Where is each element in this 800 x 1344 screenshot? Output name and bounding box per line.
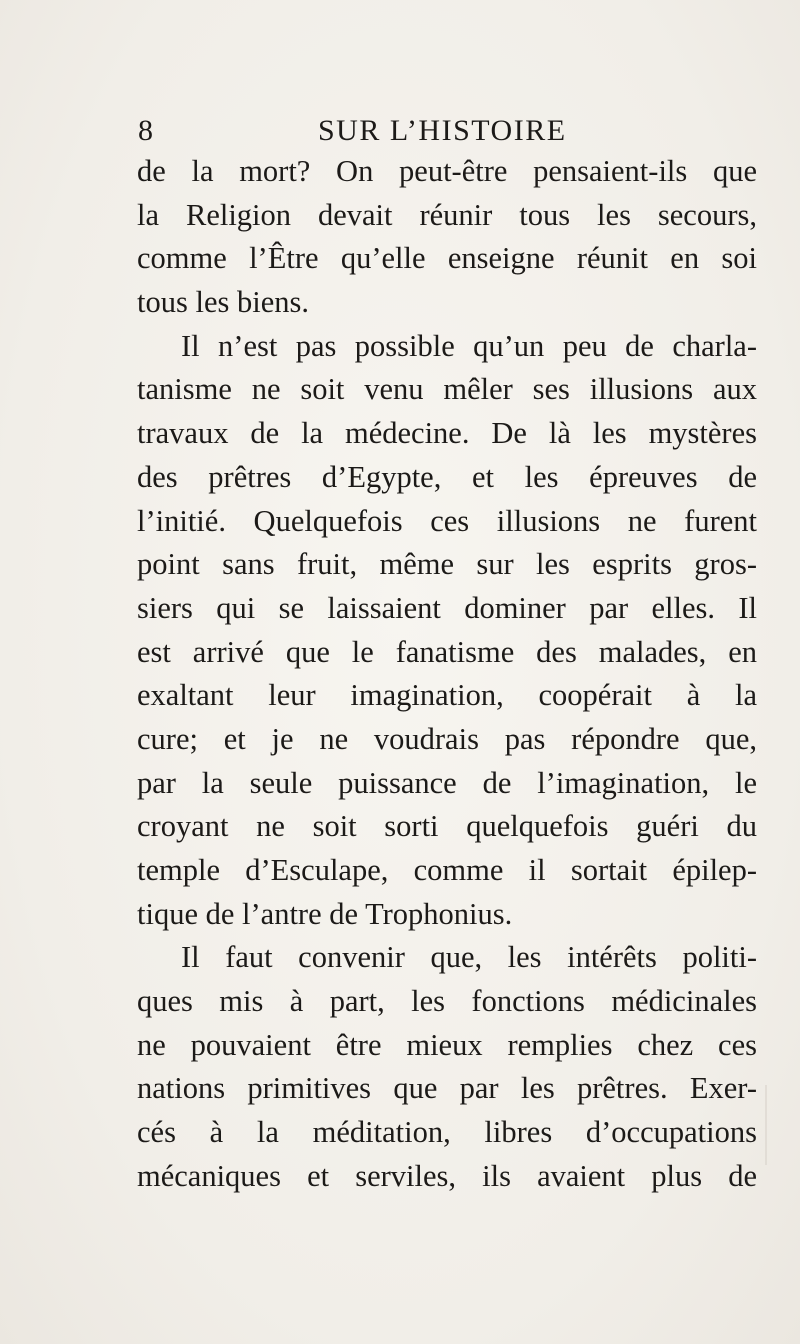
text-line: exaltant leur imagination, coopérait à la	[137, 678, 757, 713]
text-line: tanisme ne soit venu mêler ses illusions aux	[137, 372, 757, 407]
text-line: comme l’Être qu’elle enseigne réunit en soi	[137, 241, 757, 276]
text-line: tous les biens.	[137, 285, 309, 320]
page-number: 8	[138, 114, 154, 147]
text-line: point sans fruit, même sur les esprits gros-	[137, 547, 757, 582]
text-line: nations primitives que par les prêtres. Exer-	[137, 1071, 757, 1106]
text-line: Il faut convenir que, les intérêts politi-	[181, 940, 757, 975]
body-text	[137, 150, 757, 1199]
text-line: travaux de la médecine. De là les mystères	[137, 416, 757, 451]
text-line: mécaniques et serviles, ils avaient plus de	[137, 1158, 757, 1193]
text-line: est arrivé que le fanatisme des malades, en	[137, 634, 757, 669]
text-line: ne pouvaient être mieux remplies chez ces	[137, 1027, 757, 1062]
text-line: tique de l’antre de Trophonius.	[137, 896, 513, 931]
page-header	[138, 114, 750, 154]
text-line: la Religion devait réunir tous les secours,	[137, 197, 757, 232]
text-line: cés à la méditation, libres d’occupations	[137, 1115, 757, 1150]
text-line: ques mis à part, les fonctions médicinales	[137, 984, 757, 1019]
text-line: croyant ne soit sorti quelquefois guéri du	[137, 809, 757, 844]
paper-crease	[765, 1085, 767, 1165]
text-line: cure; et je ne voudrais pas répondre que,	[137, 721, 757, 756]
text-line: de la mort? On peut-être pensaient-ils que	[137, 154, 757, 188]
text-line: temple d’Esculape, comme il sortait épilep-	[137, 853, 757, 887]
text-line: l’initié. Quelquefois ces illusions ne furent	[137, 503, 757, 538]
running-title: SUR L’HISTOIRE	[318, 114, 567, 147]
text-line: des prêtres d’Egypte, et les épreuves de	[137, 459, 757, 494]
text-line: Il n’est pas possible qu’un peu de charla-	[181, 328, 757, 363]
text-line: par la seule puissance de l’imagination, le	[137, 765, 757, 800]
text-line: siers qui se laissaient dominer par elles. Il	[137, 590, 757, 625]
